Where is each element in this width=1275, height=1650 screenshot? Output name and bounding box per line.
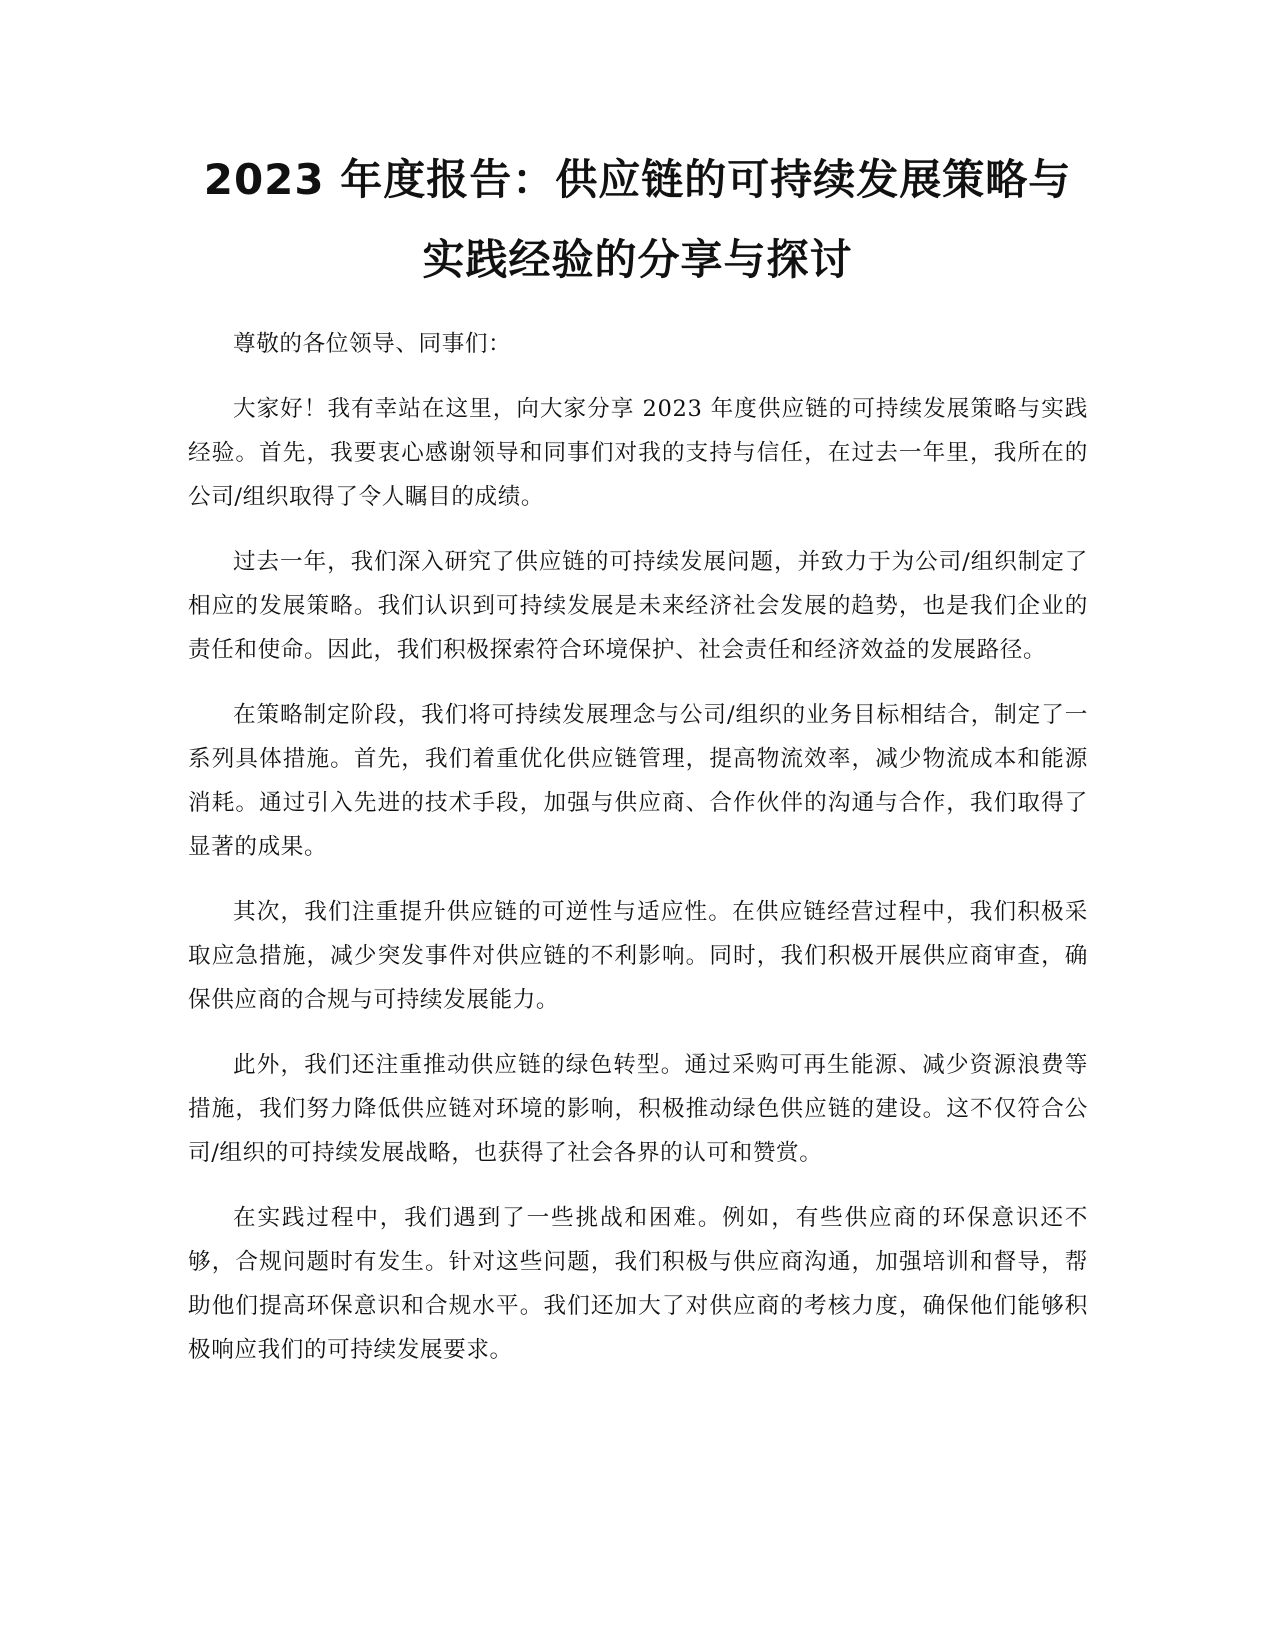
document-body bbox=[188, 322, 1088, 1393]
paragraph-5: 此外，我们还注重推动供应链的绿色转型。通过采购可再生能源、减少资源浪费等措施，我们努力降低供应链对环境的影响，积极推动绿色供应链的建设。这不仅符合公司/组织的可持续发展战略，也获得了社会各界的认可和赞赏。 bbox=[188, 1052, 1088, 1166]
title-line-2: 实践经验的分享与探讨 bbox=[422, 235, 853, 284]
document-title bbox=[150, 140, 1125, 300]
paragraph-6: 在实践过程中，我们遇到了一些挑战和困难。例如，有些供应商的环保意识还不够，合规问题时有发生。针对这些问题，我们积极与供应商沟通，加强培训和督导，帮助他们提高环保意识和合规水平。我们还加大了对供应商的考核力度，确保他们能够积极响应我们的可持续发展要求。 bbox=[188, 1205, 1088, 1363]
paragraph-3: 在策略制定阶段，我们将可持续发展理念与公司/组织的业务目标相结合，制定了一系列具体措施。首先，我们着重优化供应链管理，提高物流效率，减少物流成本和能源消耗。通过引入先进的技术手段，加强与供应商、合作伙伴的沟通与合作，我们取得了显著的成果。 bbox=[188, 702, 1088, 860]
title-line-1: 2023 年度报告：供应链的可持续发展策略与 bbox=[203, 155, 1072, 204]
paragraph-4: 其次，我们注重提升供应链的可逆性与适应性。在供应链经营过程中，我们积极采取应急措施，减少突发事件对供应链的不利影响。同时，我们积极开展供应商审查，确保供应商的合规与可持续发展能力。 bbox=[188, 899, 1088, 1013]
paragraph-2: 过去一年，我们深入研究了供应链的可持续发展问题，并致力于为公司/组织制定了相应的发展策略。我们认识到可持续发展是未来经济社会发展的趋势，也是我们企业的责任和使命。因此，我们积极探索符合环境保护、社会责任和经济效益的发展路径。 bbox=[188, 549, 1088, 663]
paragraph-1: 大家好！我有幸站在这里，向大家分享 2023 年度供应链的可持续发展策略与实践经验。首先，我要衷心感谢领导和同事们对我的支持与信任，在过去一年里，我所在的公司/组织取得了令人瞩目的成绩。 bbox=[188, 396, 1088, 510]
salutation: 尊敬的各位领导、同事们： bbox=[233, 331, 512, 357]
